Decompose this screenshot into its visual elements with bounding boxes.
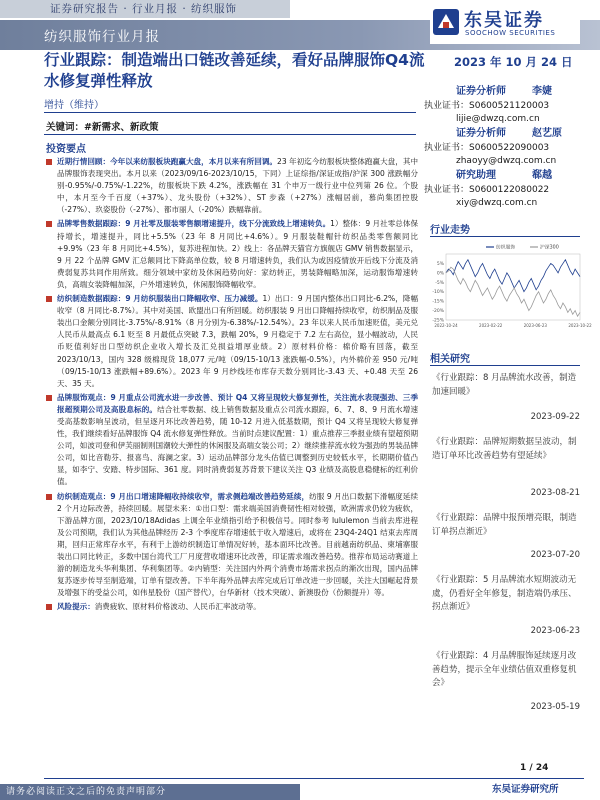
highlight-paragraph <box>46 392 418 489</box>
paragraph-text: 结合社零数据、线上销售数据及重点公司流水跟踪，6、7、8、9 月流水增速受高基数影响呈波动，但呈逐月环比改善趋势，随 10-12 月进入低基数期，预计 Q4 又将呈现较大修复弹性，我们继续看好品牌服饰 Q4 流水修复弹性释放。当前时点建议配置：1）重点推荐三季报业绩有望超预期公司，如波司登和伊芙丽制则国潮较大弹性的休闲服及高端女装公司；2）继续推荐流水较为强劲的男装品牌公司，如比音勒芬、报喜鸟、海澜之家。3）运动品牌部分龙头估值已调整到历史较低水平，长期期价值凸显，如李宁、安踏、特步国际、361 度。同时消费弱复苏背景下建议关注 Q3 业绩及高股息稳健标的红利价值。 <box>57 404 418 487</box>
paragraph-text: 纺服 9 月出口数据下滑幅度延续 2 个月边际改善，持续回暖。展望未来：①出口型：需求端美国消费韧性相对较强，欧洲需求仍较为疲软，下游品牌方面，2023/10/18Adidas 上调全年业绩指引给予积极信号。同时参考 lululemon 当前去库进程及公司预期，我们认为其他品牌经历 2-3 个季度库存增速低于收入增速后，或将在 23Q4-24Q1 结束去库周期，回归正常库存水平，有利于上游纺织制造订单情况好转，基本面环比改善。目前越南纺织品、柬埔寨服装出口同比转正，多数中国台湾代工厂月度营收增速环比改善，印证需求端改善趋势。推荐布局运动赛道上游的制造龙头华利集团、华利集团等。②内销型：关注国内外两个消费市场需求拐点的渐次出现，国内品牌复苏逐步传导至制造端，订单有望改善。下半年海外品牌去库完成后订单改进一步回暖，关注大国崛起背景及增强下的受益公司，如伟星股份（国产替代），台华新材（技术突破）、新澳股份（份额提升）等。 <box>57 491 418 598</box>
investment-highlights-title: 投资要点 <box>46 144 86 155</box>
industry-trend-title: 行业走势 <box>430 225 470 236</box>
analyst-role: 证券分析师 <box>456 128 506 139</box>
related-report-link[interactable]: 《行业跟踪：4 月品牌服饰延续逐月改善趋势，提示全年业绩估值双重修复机会》 <box>432 651 577 688</box>
analyst-email[interactable]: xiy@dwzq.com.cn <box>456 198 538 208</box>
paragraph-text: 23 年初迄今纺服板块整体跑赢大盘，其中品牌服饰表现突出。本月以来（2023/09/16-2023/10/15，下同）上证综指/深证成指/沪深 300 涨跌幅分别-0.95%/-0.75%/-1.22%，纺服板块下跌 4.2%，涨跌幅在 31 个申万一级行业中位列第 26 位。个股中，本月至今千百度（+37%）、龙头股份（+32%）、ST 步森（+27%）涨幅居前，慕尚集团控股（-27%）、玖姿股份（-27%）、都市丽人（-20%）跌幅靠前。 <box>57 157 418 215</box>
x-tick-label: 2023-06-23 <box>523 323 547 328</box>
footer-brand: 东吴证券研究所 <box>492 784 559 795</box>
analyst-cert: 执业证书：S0600522090003 <box>424 143 550 153</box>
related-report-date: 2023-07-20 <box>530 550 580 560</box>
related-report-link[interactable]: 《行业跟踪：8 月品牌流水改善，制造加速回暖》 <box>432 373 577 397</box>
y-tick-label: -25% <box>432 318 444 324</box>
highlight-paragraph <box>46 218 418 291</box>
legend-label: 沪深300 <box>540 245 559 251</box>
y-tick-label: -10% <box>432 290 444 296</box>
paragraph-heading: 纺织制造数据跟踪：9 月纺织服装出口降幅收窄、压力减缓。 <box>57 294 263 304</box>
highlight-paragraph <box>46 156 418 216</box>
report-banner <box>0 0 600 50</box>
broker-logo <box>430 4 580 44</box>
series-line-0 <box>446 260 580 292</box>
highlight-paragraph <box>46 491 418 600</box>
related-report-date: 2023-06-23 <box>530 626 580 636</box>
related-report-date: 2023-09-22 <box>530 412 580 422</box>
analyst-cert: 执业证书：S0600122080022 <box>424 185 550 195</box>
divider <box>44 134 416 135</box>
keywords-line: 关键词：#新需求、新政策 <box>46 122 159 133</box>
rating-label: 增持（维持） <box>44 100 104 111</box>
series-line-1 <box>446 267 580 316</box>
y-tick-label: 5% <box>436 261 444 267</box>
paragraph-text: 1）整体：9 月社零总体保持增长，增速提升，同比+5.5%（23 年 8 月同比+4.6%）。9 月服装鞋帽针纺织品类零售额同比+9.9%（23 年 8 月同比+4.5%），复苏进程加快。2）线上：各品牌天猫官方旗舰店 GMV 销售数据显示，9 月 22 个品牌 GMV 汇总额同比下降高单位数，较 8 月增速转负，我们认为或因疫情放开后线下分流及消费弱复苏共同作用所致。细分领域中家纺及休闲趋势向好：家纺转正，男装降幅略加深，运动服饰增速转负，高端女装降幅加深，户外增速转负，休闲服饰降幅收窄。 <box>57 219 418 289</box>
related-report-date: 2023-08-21 <box>530 488 580 498</box>
paragraph-heading: 纺织制造观点：9 月出口增速降幅收持续收窄，需求侧趋端改善趋势延续， <box>57 491 310 501</box>
x-tick-label: 2023-10-22 <box>568 323 592 328</box>
highlight-paragraph <box>46 293 418 390</box>
analyst-email[interactable]: zhaoyy@dwzq.com.cn <box>456 156 557 166</box>
report-category-tag: 证券研究报告 · 行业月报 · 纺织服饰 <box>0 0 290 18</box>
report-series-title: 纺织服饰行业月报 <box>44 29 160 45</box>
paragraph-heading: 品牌服饰观点：9 月重点公司流水进一步改善、预计 Q4 又将呈现较大修复弹性，关注流水表现强劲、三季报超预期公司及高股息标的。 <box>57 392 418 414</box>
y-tick-label: -15% <box>432 299 444 305</box>
x-tick-label: 2022-10-24 <box>434 323 458 328</box>
broker-logo-icon <box>432 8 460 36</box>
related-report-date: 2023-05-19 <box>530 702 580 712</box>
legend-label: 纺织服饰 <box>496 245 516 251</box>
analyst-role: 证券分析师 <box>456 86 506 97</box>
analyst-name: 郗越 <box>532 170 552 181</box>
divider <box>44 112 416 113</box>
related-research-title: 相关研究 <box>430 354 470 365</box>
industry-trend-chart <box>424 240 592 332</box>
related-report-link[interactable]: 《行业跟踪：品牌短期数据呈波动，制造订单环比改善趋势有望延续》 <box>432 437 577 461</box>
analyst-name: 李婕 <box>532 86 552 97</box>
page-number: 1 / 24 <box>520 763 549 773</box>
paragraph-heading: 风险提示： <box>57 602 95 612</box>
y-tick-label: -5% <box>435 280 444 286</box>
analyst-cert: 执业证书：S0600521120003 <box>424 101 550 111</box>
paragraph-heading: 品牌零售数据跟踪：9 月社零及服装零售额增速提升，线下分流致线上增速转负。 <box>57 219 331 229</box>
y-tick-label: -20% <box>432 309 444 315</box>
chart-frame <box>446 254 580 320</box>
risk-warning-paragraph <box>46 601 418 613</box>
broker-logo-en: SOOCHOW SECURITIES <box>465 29 556 37</box>
analyst-name: 赵艺原 <box>532 128 562 139</box>
y-tick-label: 0% <box>436 271 444 277</box>
divider <box>44 778 584 779</box>
paragraph-text: 1）出口：9 月国内整体出口同比-6.2%，降幅收窄（8 月同比-8.7%）。其中对美国、欧盟出口有所回暖。纺织服装 9 月出口降幅持续收窄，纺织制品及服装出口金额分别同比-3.75%/-8.91%（8 月分别为-6.38%/-12.54%）。23 年以来人民币加速贬值，美元兑人民币从最高点 6.1 贬至 8 月最低点突破 7.3，跌幅 20%，9 月稳定于 7.2 左右高位，显小幅波动，人民币贬值利好出口型纺织企业收入增长及汇兑损益增厚业绩。2）原材料价格：棉价略有回落，截至 2023/10/13，国内 328 级棉现货 18,077 元/吨（09/15-10/13 涨跌幅-0.5%），内外棉价差 950 元/吨（09/15-10/13 涨跌幅+89.6%）。2023 年 9 月纱线坯布库存天数分别同比-3.43 天、+0.48 天至 26 天、35 天。 <box>57 294 418 388</box>
related-report-link[interactable]: 《行业跟踪：品牌中报预增亮眼，制造订单拐点渐近》 <box>432 513 577 537</box>
x-tick-label: 2023-02-22 <box>479 323 503 328</box>
footer-disclaimer: 请务必阅读正文之后的免责声明部分 <box>0 784 300 800</box>
report-headline: 行业跟踪：制造端出口链改善延续，看好品牌服饰Q4流水修复弹性释放 <box>44 51 425 90</box>
paragraph-text: 消费疲软、原材料价格波动、人民币汇率波动等。 <box>94 602 261 612</box>
report-date: 2023 年 10 月 24 日 <box>454 55 573 69</box>
analyst-email[interactable]: lijie@dwzq.com.cn <box>456 114 540 124</box>
broker-logo-cn: 东吴证券 <box>464 10 544 31</box>
divider <box>430 365 580 366</box>
divider <box>430 236 580 237</box>
paragraph-heading: 近期行情回顾：今年以来纺服板块跑赢大盘，本月以来有所回调。 <box>57 157 278 166</box>
investment-highlights-body <box>46 156 418 615</box>
analyst-role: 研究助理 <box>456 170 496 181</box>
related-report-link[interactable]: 《行业跟踪：5 月品牌流水短期波动无虞，仍看好全年修复，制造端仍承压、拐点渐近》 <box>432 575 577 612</box>
